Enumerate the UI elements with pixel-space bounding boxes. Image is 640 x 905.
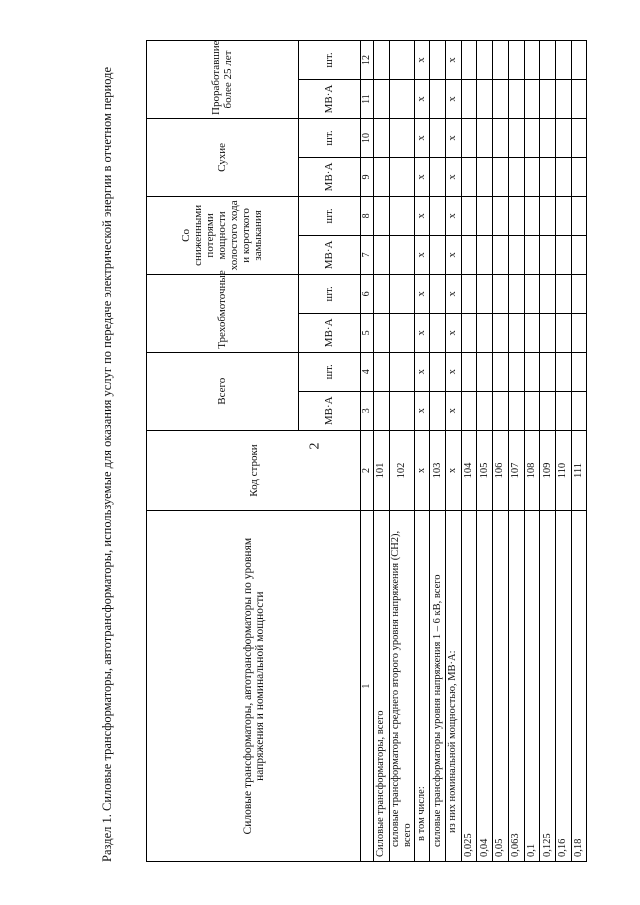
table-row [571,41,587,862]
data-cell[interactable] [477,118,493,157]
data-cell[interactable]: х [414,352,430,391]
data-cell[interactable] [389,352,414,391]
data-cell[interactable] [524,274,540,313]
data-cell[interactable] [524,391,540,430]
data-cell[interactable] [493,235,509,274]
row-code: 105 [477,430,493,511]
data-cell[interactable] [374,352,390,391]
data-cell[interactable] [524,80,540,119]
row-code: 104 [461,430,477,511]
row-label: 0,1 [524,511,540,862]
unit-mva-header: МВ·А [298,157,360,196]
data-cell[interactable] [461,80,477,119]
data-cell[interactable] [461,391,477,430]
table-row [430,41,446,862]
data-cell[interactable]: х [446,352,462,391]
data-cell[interactable] [461,157,477,196]
row-code: х [414,430,430,511]
data-cell[interactable]: х [414,118,430,157]
data-cell[interactable] [389,196,414,235]
data-cell[interactable]: х [414,235,430,274]
data-cell[interactable] [374,80,390,119]
header-group-total: Всего [147,352,299,430]
data-cell[interactable] [508,118,524,157]
row-label: 0,05 [493,511,509,862]
data-cell[interactable] [461,196,477,235]
data-cell[interactable] [508,196,524,235]
data-cell[interactable] [524,196,540,235]
data-cell[interactable]: х [414,41,430,80]
data-cell[interactable] [389,41,414,80]
row-code: х [446,430,462,511]
data-cell[interactable] [477,196,493,235]
data-cell[interactable]: х [414,274,430,313]
column-number: 7 [361,235,374,274]
data-cell[interactable] [571,235,587,274]
data-cell[interactable] [508,235,524,274]
header-code: Код строки [147,430,361,511]
unit-pcs-header: шт. [298,274,360,313]
unit-mva-header: МВ·А [298,391,360,430]
data-cell[interactable] [508,41,524,80]
data-cell[interactable] [389,274,414,313]
data-cell[interactable] [389,313,414,352]
column-number: 4 [361,352,374,391]
data-cell[interactable] [555,352,571,391]
data-cell[interactable] [540,274,556,313]
data-cell[interactable] [571,118,587,157]
data-cell[interactable] [540,235,556,274]
data-cell[interactable] [461,118,477,157]
row-code: 111 [571,430,587,511]
data-cell[interactable]: х [446,391,462,430]
data-cell[interactable] [508,313,524,352]
table-row [477,41,493,862]
data-cell[interactable] [430,352,446,391]
data-cell[interactable] [493,157,509,196]
table-row [414,41,430,862]
data-cell[interactable] [493,391,509,430]
data-cell[interactable]: х [414,157,430,196]
data-cell[interactable] [540,196,556,235]
data-cell[interactable]: х [446,157,462,196]
data-cell[interactable] [477,391,493,430]
data-cell[interactable] [508,391,524,430]
data-cell[interactable]: х [446,118,462,157]
data-cell[interactable] [493,274,509,313]
row-label: 0,063 [508,511,524,862]
table-row [389,41,414,862]
data-cell[interactable] [389,235,414,274]
data-cell[interactable] [555,118,571,157]
data-cell[interactable] [555,196,571,235]
column-number: 12 [361,41,374,80]
data-cell[interactable] [477,157,493,196]
column-number: 3 [361,391,374,430]
section-title: Раздел 1. Силовые трансформаторы, автотрансформаторы, используемые для оказания услуг по передаче электрической энергии в отчетном периоде [100,66,114,862]
data-cell[interactable] [493,313,509,352]
unit-mva-header: МВ·А [298,80,360,119]
unit-pcs-header: шт. [298,118,360,157]
data-cell[interactable] [461,274,477,313]
data-cell[interactable] [477,80,493,119]
row-label: в том числе: [414,511,430,862]
data-cell[interactable] [524,118,540,157]
row-code: 110 [555,430,571,511]
data-cell[interactable] [430,41,446,80]
data-cell[interactable] [571,157,587,196]
page-number: 2 [307,442,323,450]
unit-pcs-header: шт. [298,352,360,391]
header-group-over-25-years: Проработавшие более 25 лет [147,41,299,119]
data-cell[interactable] [540,118,556,157]
header-group-low-loss: Со сниженными потерями мощности холостого хода и короткого замыкания [147,196,299,274]
data-cell[interactable] [374,196,390,235]
column-number: 9 [361,157,374,196]
data-cell[interactable] [493,196,509,235]
data-cell[interactable] [571,391,587,430]
data-cell[interactable] [493,352,509,391]
data-cell[interactable] [430,235,446,274]
row-code: 108 [524,430,540,511]
transformers-table [146,40,587,862]
column-number: 2 [361,430,374,511]
data-cell[interactable] [430,274,446,313]
data-cell[interactable] [540,313,556,352]
table-row [508,41,524,862]
row-label: из них номинальной мощностью, МВ·А: [446,511,462,862]
data-cell[interactable] [524,157,540,196]
table-row [461,41,477,862]
column-number: 10 [361,118,374,157]
data-cell[interactable] [571,274,587,313]
data-cell[interactable] [540,391,556,430]
data-cell[interactable] [555,157,571,196]
data-cell[interactable] [571,80,587,119]
data-cell[interactable] [374,41,390,80]
data-cell[interactable] [493,118,509,157]
data-cell[interactable] [508,274,524,313]
data-cell[interactable] [555,274,571,313]
data-cell[interactable] [430,391,446,430]
data-cell[interactable]: х [446,274,462,313]
data-cell[interactable] [555,235,571,274]
column-number: 1 [361,511,374,862]
data-cell[interactable] [555,313,571,352]
table-row [374,41,390,862]
unit-mva-header: МВ·А [298,235,360,274]
data-cell[interactable]: х [414,391,430,430]
data-cell[interactable] [477,274,493,313]
data-cell[interactable] [524,313,540,352]
data-cell[interactable]: х [446,196,462,235]
data-cell[interactable]: х [414,313,430,352]
data-cell[interactable]: х [446,235,462,274]
data-cell[interactable] [477,41,493,80]
row-label: силовые трансформаторы уровня напряжения 1 – 6 кВ, всего [430,511,446,862]
row-code: 106 [493,430,509,511]
data-cell[interactable] [555,41,571,80]
column-number: 8 [361,196,374,235]
table-row [446,41,462,862]
data-cell[interactable] [461,352,477,391]
data-cell[interactable] [374,313,390,352]
data-cell[interactable] [508,352,524,391]
row-code: 101 [374,430,390,511]
row-label: силовые трансформаторы среднего второго уровня напряжения (СН2), всего [389,511,414,862]
row-label: 0,125 [540,511,556,862]
data-cell[interactable] [461,313,477,352]
data-cell[interactable] [389,80,414,119]
data-cell[interactable] [540,41,556,80]
data-cell[interactable] [389,391,414,430]
data-cell[interactable] [461,41,477,80]
table-row [524,41,540,862]
data-cell[interactable] [477,235,493,274]
data-cell[interactable] [540,352,556,391]
row-label: 0,16 [555,511,571,862]
row-label: 0,04 [477,511,493,862]
table-row [555,41,571,862]
row-label: Силовые трансформаторы, всего [374,511,390,862]
data-cell[interactable] [540,80,556,119]
data-cell[interactable]: х [446,41,462,80]
column-number: 5 [361,313,374,352]
data-cell[interactable] [524,41,540,80]
data-cell[interactable] [477,352,493,391]
row-code: 102 [389,430,414,511]
data-cell[interactable] [508,80,524,119]
row-code: 109 [540,430,556,511]
unit-pcs-header: шт. [298,196,360,235]
data-cell[interactable] [571,196,587,235]
table-row [540,41,556,862]
row-label: 0,025 [461,511,477,862]
data-cell[interactable] [374,391,390,430]
data-cell[interactable] [493,41,509,80]
rotated-document [100,40,584,862]
unit-mva-header: МВ·А [298,313,360,352]
data-cell[interactable] [430,157,446,196]
data-cell[interactable] [374,157,390,196]
row-code: 103 [430,430,446,511]
row-code: 107 [508,430,524,511]
data-cell[interactable] [555,80,571,119]
data-cell[interactable] [374,274,390,313]
data-cell[interactable] [508,157,524,196]
data-cell[interactable]: х [414,196,430,235]
data-cell[interactable] [430,80,446,119]
data-cell[interactable] [524,235,540,274]
data-cell[interactable]: х [446,80,462,119]
unit-pcs-header: шт. [298,41,360,80]
data-cell[interactable] [374,235,390,274]
data-cell[interactable]: х [446,313,462,352]
data-cell[interactable] [477,313,493,352]
header-description: Силовые трансформаторы, автотрансформаторы по уровням напряжения и номинальной мощности [147,511,361,862]
header-group-three-winding: Трехобмоточные [147,274,299,352]
data-cell[interactable] [389,118,414,157]
data-cell[interactable] [430,313,446,352]
data-cell[interactable] [524,352,540,391]
data-cell[interactable] [571,313,587,352]
data-cell[interactable] [374,118,390,157]
data-cell[interactable] [555,391,571,430]
table-row [493,41,509,862]
column-number: 6 [361,274,374,313]
data-cell[interactable] [571,352,587,391]
row-label: 0,18 [571,511,587,862]
data-cell[interactable] [430,196,446,235]
column-number: 11 [361,80,374,119]
data-cell[interactable] [430,118,446,157]
data-cell[interactable] [540,157,556,196]
data-cell[interactable] [493,80,509,119]
header-group-dry: Сухие [147,118,299,196]
data-cell[interactable] [461,235,477,274]
data-cell[interactable]: х [414,80,430,119]
data-cell[interactable] [389,157,414,196]
data-cell[interactable] [571,41,587,80]
